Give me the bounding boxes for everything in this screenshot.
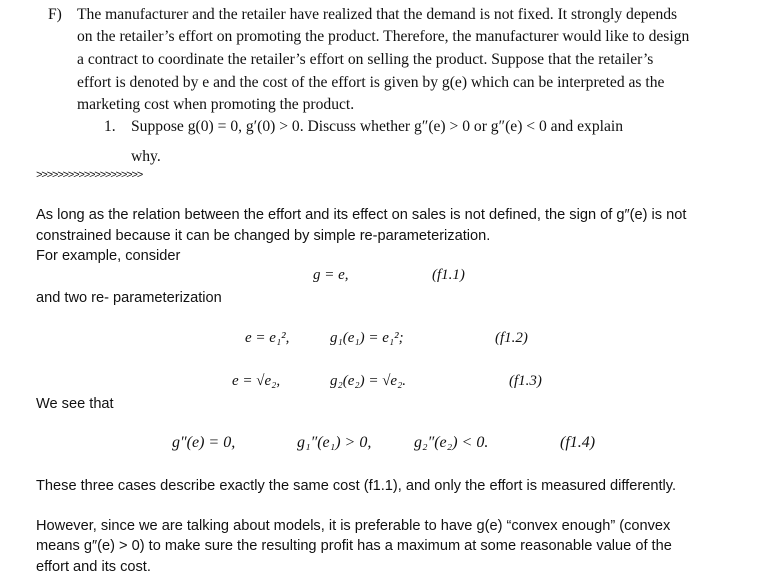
equation-tag-f1-2: (f1.2) <box>495 330 528 346</box>
question-line: a contract to coordinate the retailer’s effort on selling the product. Suppose that the retailer’s <box>77 51 654 68</box>
equation-f1-1: g = e, <box>313 267 349 283</box>
answer-line: constrained because it can be changed by simple re-parameterization. <box>36 228 491 244</box>
equation-f1-2-right: g₁(e₁) = e₁²; <box>330 330 404 346</box>
equation-f1-3-right: g₂(e₂) = √e₂. <box>330 373 407 389</box>
answer-paragraph-2: and two re- parameterization <box>36 290 222 306</box>
equation-f1-2-left: e = e₁², <box>245 330 290 346</box>
equation-f1-4-a: g″(e) = 0, <box>172 434 236 451</box>
question-line: The manufacturer and the retailer have realized that the demand is not fixed. It strongly depends <box>77 6 678 23</box>
answer-paragraph-3: We see that <box>36 396 114 412</box>
question-line: effort is denoted by e and the cost of the effort is given by g(e) which can be interpreted as the <box>77 74 665 91</box>
subitem-label: 1. <box>104 118 116 135</box>
question-line: on the retailer’s effort on promoting the product. Therefore, the manufacturer would like to design <box>77 28 690 45</box>
separator-line: >>>>>>>>>>>>>>>>>>>> <box>36 170 143 182</box>
answer-line: means g″(e) > 0) to make sure the resulting profit has a maximum at some reasonable value of the <box>36 538 672 554</box>
answer-paragraph-4: These three cases describe exactly the same cost (f1.1), and only the effort is measured differently. <box>36 478 677 494</box>
subitem-line-2: why. <box>131 148 161 165</box>
question-line: marketing cost when promoting the product. <box>77 96 355 113</box>
answer-line: effort and its cost. <box>36 559 151 575</box>
equation-f1-4-b: g₁″(e₁) > 0, <box>297 434 372 451</box>
answer-line: As long as the relation between the effort and its effect on sales is not defined, the sign of g″(e) is not <box>36 207 687 223</box>
equation-tag-f1-1: (f1.1) <box>432 267 465 283</box>
equation-f1-4-c: g₂″(e₂) < 0. <box>414 434 489 451</box>
equation-f1-3-left: e = √e₂, <box>232 373 281 389</box>
question-label: F) <box>48 6 62 23</box>
equation-tag-f1-4: (f1.4) <box>560 434 596 451</box>
equation-tag-f1-3: (f1.3) <box>509 373 542 389</box>
subitem-line-1: Suppose g(0) = 0, g′(0) > 0. Discuss whether g″(e) > 0 or g″(e) < 0 and explain <box>131 118 623 135</box>
answer-line: For example, consider <box>36 248 181 264</box>
answer-line: However, since we are talking about models, it is preferable to have g(e) “convex enough” (convex <box>36 518 671 534</box>
